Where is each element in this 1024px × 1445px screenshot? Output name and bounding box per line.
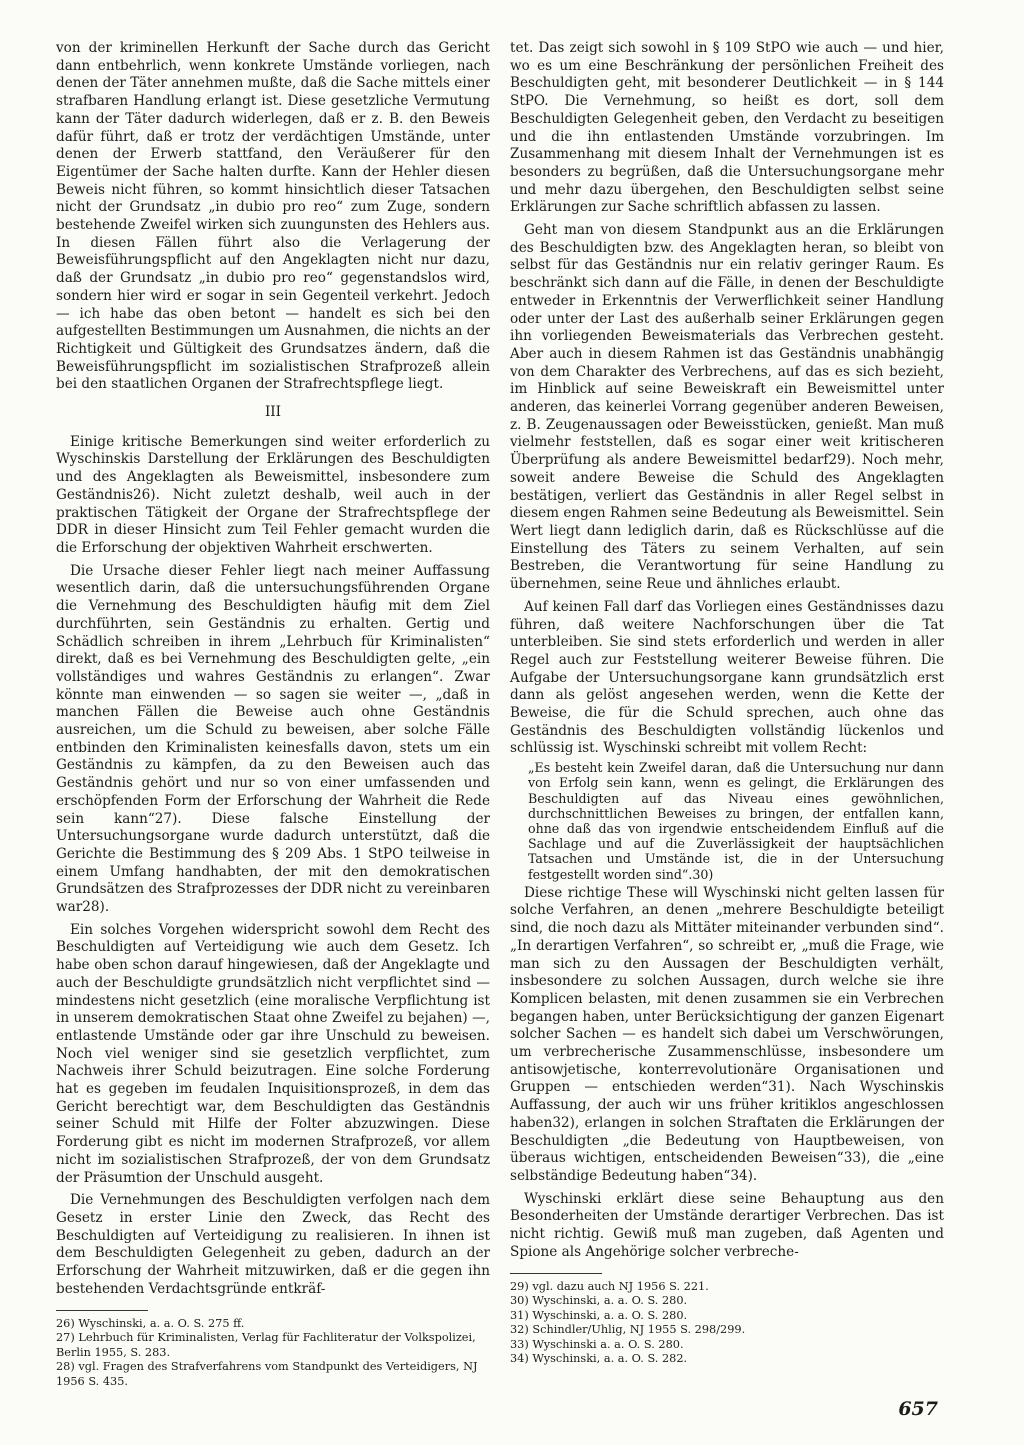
footnote: 30) Wyschinski, a. a. O. S. 280. <box>510 1294 688 1308</box>
footnote: 33) Wyschinski a. a. O. S. 280. <box>510 1337 684 1351</box>
footnote: 26) Wyschinski, a. a. O. S. 275 ff. <box>56 1316 245 1330</box>
paragraph: Auf keinen Fall darf das Vorliegen eines Geständnisses dazu führen, daß weitere Nachforschungen über die Tat unterbleiben. Sie sind stets erforderlich und werden in aller Regel auch zur Feststellung weiterer Beweise führen. Die Aufgabe der Untersuchungsorgane kann grundsätzlich erst dann als gelöst angesehen werden, wenn die Kette der Beweise, die für die Schuld sprechen, auch ohne das Geständnis des Beschuldigten vollständig lückenlos und schlüssig ist. Wyschinski schreibt mit vollem Recht: <box>510 598 944 757</box>
right-column <box>510 40 944 1367</box>
page-number: 657 <box>898 1398 938 1420</box>
section-heading: III <box>264 404 282 421</box>
paragraph: Wyschinski erklärt diese seine Behauptung aus den Besonderheiten der Umstände derartiger Verbrechen. Das ist nicht richtig. Gewiß muß man zugeben, daß Agenten und Spione als Angehörige solcher verbreche- <box>510 1190 944 1260</box>
paragraph: Diese richtige These will Wyschinski nicht gelten lassen für solche Verfahren, an denen „mehrere Beschuldigte beteiligt sind, die noch dazu als Mittäter miteinander verbunden sind“. „In derartigen Verfahren“, so schreibt er, „muß die Frage, wie man sich zu den Aussagen der Beschuldigten verhält, insbesondere zu solchen Aussagen, durch welche sie ihre Komplicen belasten, mit denen zusammen sie ein Verbrechen begangen haben, unter Berücksichtigung der ganzen Eigenart solcher Sachen — es handelt sich dabei um Verschwörungen, um verbrecherische Zusammenschlüsse, insbesondere um antisowjetische, konterrevolutionäre Organisationen und Gruppen — entschieden werden“31). Nach Wyschinskis Auffassung, der auch wir uns früher kritiklos angeschlossen haben32), erlangen in solchen Straftaten die Erklärungen der Beschuldigten „die Bedeutung von Hauptbeweisen, von überaus wichtigen, entscheidenden Beweisen“33), die „eine selbständige Bedeutung haben“34). <box>510 884 944 1184</box>
footnote: 34) Wyschinski, a. a. O. S. 282. <box>510 1352 688 1366</box>
footnote: 27) Lehrbuch für Kriminalisten, Verlag für Fachliteratur der Volkspolizei, Berlin 1955, S. 283. <box>56 1331 476 1359</box>
paragraph: Die Vernehmungen des Beschuldigten verfolgen nach dem Gesetz in erster Linie den Zweck, das Recht des Beschuldigten auf Verteidigung zu realisieren. In ihnen ist dem Beschuldigten Gelegenheit zu geben, dadurch an der Erforschung der Wahrheit mitzuwirken, daß er die gegen ihn bestehenden Verdachtsgründe entkräf- <box>56 1192 490 1297</box>
paragraph: Die Ursache dieser Fehler liegt nach meiner Auffassung wesentlich darin, daß die untersuchungsführenden Organe die Vernehmung des Beschuldigten häufig mit dem Ziel durchführten, sein Geständnis zu erhalten. Gertig und Schädlich schreiben in ihrem „Lehrbuch für Kriminalisten“ direkt, daß es bei Vernehmung des Beschuldigten gelte, „ein vollständiges und wahres Geständnis zu erlangen“. Zwar könnte man einwenden — so sagen sie weiter —, „daß in manchen Fällen die Beweise auch ohne Geständnis ausreichen, um die Schuld zu beweisen, aber solche Fälle entbinden den Kriminalisten keinesfalls davon, stets um ein Geständnis zu kämpfen, da zu den Beweisen auch das Geständnis gehört und nur so von einer umfassenden und erschöpfenden Form der Erforschung der Wahrheit die Rede sein kann“27). Diese falsche Einstellung der Untersuchungsorgane wurde dadurch unterstützt, daß die Gerichte die Bestimmung des § 209 Abs. 1 StPO teilweise in einem Umfang handhabten, der mit den demokratischen Grundsätzen des Strafprozesses der DDR nicht zu vereinbaren war28). <box>56 562 490 916</box>
footnote: 28) vgl. Fragen des Strafverfahrens vom Standpunkt des Verteidigers, NJ 1956 S. 435. <box>56 1360 478 1388</box>
paragraph: Ein solches Vorgehen widerspricht sowohl dem Recht des Beschuldigten auf Verteidigung wie auch dem Gesetz. Ich habe oben schon darauf hingewiesen, daß der Angeklagte und auch der Beschuldigte grundsätzlich nicht verpflichtet sind — mindestens nicht gesetzlich (eine moralische Verpflichtung ist in unserem demokratischen Staat ohne Zweifel zu bejahen) —, entlastende Umstände oder gar ihre Unschuld zu beweisen. Noch viel weniger sind sie gesetzlich verpflichtet, zum Nachweis ihrer Schuld beizutragen. Eine solche Forderung hat es gegeben im feudalen Inquisitionsprozeß, in dem das Gericht berechtigt war, dem Beschuldigten das Geständnis seiner Schuld mit Hilfe der Folter abzuzwingen. Diese Forderung gibt es nicht im modernen Strafprozeß, vor allem nicht im sozialistischen Strafprozeß, der von dem Grundsatz der Präsumtion der Unschuld ausgeht. <box>56 921 490 1186</box>
paragraph: Einige kritische Bemerkungen sind weiter erforderlich zu Wyschinskis Darstellung der Erklärungen des Beschuldigten und des Angeklagten als Beweismittel, insbesondere zum Geständnis26). Nicht zuletzt deshalb, weil auch in der praktischen Tätigkeit der Organe der Strafrechtspflege der DDR in dieser Hinsicht zum Teil Fehler gemacht wurden die die Erforschung der objektiven Wahrheit erschwerten. <box>56 433 490 556</box>
block-quote: „Es besteht kein Zweifel daran, daß die Untersuchung nur dann von Erfolg sein kann, wenn es gelingt, die Erklärungen des Beschuldigten auf das Niveau eines gewöhnlichen, durchschnittlichen Beweises zu bringen, der entfallen kann, ohne daß das von irgendwie entscheidendem Einfluß auf die Sachlage und auf die Zuverlässigkeit der hauptsächlichen Tatsachen und Umstände ist, die in der Untersuchung festgestellt worden sind“.30) <box>528 760 944 882</box>
paragraph: tet. Das zeigt sich sowohl in § 109 StPO wie auch — und hier, wo es um eine Beschränkung der persönlichen Freiheit des Beschuldigten geht, mit besonderer Deutlichkeit — in § 144 StPO. Die Vernehmung, so heißt es dort, soll dem Beschuldigten Gelegenheit geben, den Verdacht zu beseitigen und die ihn entlastenden Umstände vorzubringen. Im Zusammenhang mit diesem Inhalt der Vernehmungen ist es besonders zu begrüßen, daß die Untersuchungsorgane mehr und mehr dazu übergehen, den Beschuldigten selbst seine Erklärungen zur Sache schriftlich abfassen zu lassen. <box>510 40 944 216</box>
footnote: 29) vgl. dazu auch NJ 1956 S. 221. <box>510 1279 709 1293</box>
footnote: 32) Schindler/Uhlig, NJ 1955 S. 298/299. <box>510 1323 746 1337</box>
paragraph: von der kriminellen Herkunft der Sache durch das Gericht dann entbehrlich, wenn konkrete Umstände vorliegen, nach denen der Täter annehmen mußte, daß die Sache mittels einer strafbaren Handlung erlangt ist. Diese gesetzliche Vermutung kann der Täter dadurch widerlegen, daß er z. B. den Beweis dafür führt, daß er trotz der verdächtigen Umstände, unter denen der Erwerb stattfand, den Veräußerer für den Eigentümer der Sache halten durfte. Kann der Hehler diesen Beweis nicht führen, so kommt hinsichtlich dieser Tatsachen nicht der Grundsatz „in dubio pro reo“ zum Zuge, sondern bestehende Zweifel wirken sich zuungunsten des Hehlers aus. In diesen Fällen führt also die Verlagerung der Beweisführungspflicht auf den Angeklagten nicht nur dazu, daß der Grundsatz „in dubio pro reo“ gegenstandslos wird, sondern hier wird er sogar in sein Gegenteil verkehrt. Jedoch — ich habe das oben betont — handelt es sich bei den aufgestellten Bestimmungen um Ausnahmen, die nichts an der Richtigkeit und Gültigkeit des Grundsatzes ändern, daß die Beweisführungspflicht im sozialistischen Strafprozeß allein bei den staatlichen Organen der Strafrechtspflege liegt. <box>56 40 490 393</box>
left-column <box>56 40 490 1389</box>
footnote: 31) Wyschinski, a. a. O. S. 280. <box>510 1308 688 1322</box>
paragraph: Geht man von diesem Standpunkt aus an die Erklärungen des Beschuldigten bzw. des Angeklagten heran, so bleibt von selbst für das Geständnis nur ein relativ geringer Raum. Es beschränkt sich dann auf die Fälle, in denen der Beschuldigte entweder in Erkenntnis der Verwerflichkeit seiner Handlung oder unter der Last des außerhalb seiner Erklärungen gegen ihn vorliegenden Beweismaterials das Verbrechen gesteht. Aber auch in diesem Rahmen ist das Geständnis unabhängig von dem Charakter des Verbrechens, auf das es sich bezieht, im Hinblick auf seine Beweiskraft ein Beweismittel unter anderen, das keinerlei Vorrang gegenüber anderen Beweisen, z. B. Zeugenaussagen oder Beweisstücken, genießt. Man muß vielmehr feststellen, daß es sogar einer weit kritischeren Überprüfung als andere Beweismittel bedarf29). Noch mehr, soweit andere Beweise die Schuld des Angeklagten bestätigen, verliert das Geständnis in aller Regel selbst in diesem engen Rahmen seine Bedeutung als Beweismittel. Sein Wert liegt dann lediglich darin, daß es Rückschlüsse auf die Einstellung des Täters zu seinem Verhalten, auf sein Bestreben, die Verantwortung für seine Handlung zu übernehmen, seine Reue und ähnliches erlaubt. <box>510 222 944 593</box>
footnote-divider <box>56 1310 148 1311</box>
footnote-divider <box>510 1273 602 1274</box>
